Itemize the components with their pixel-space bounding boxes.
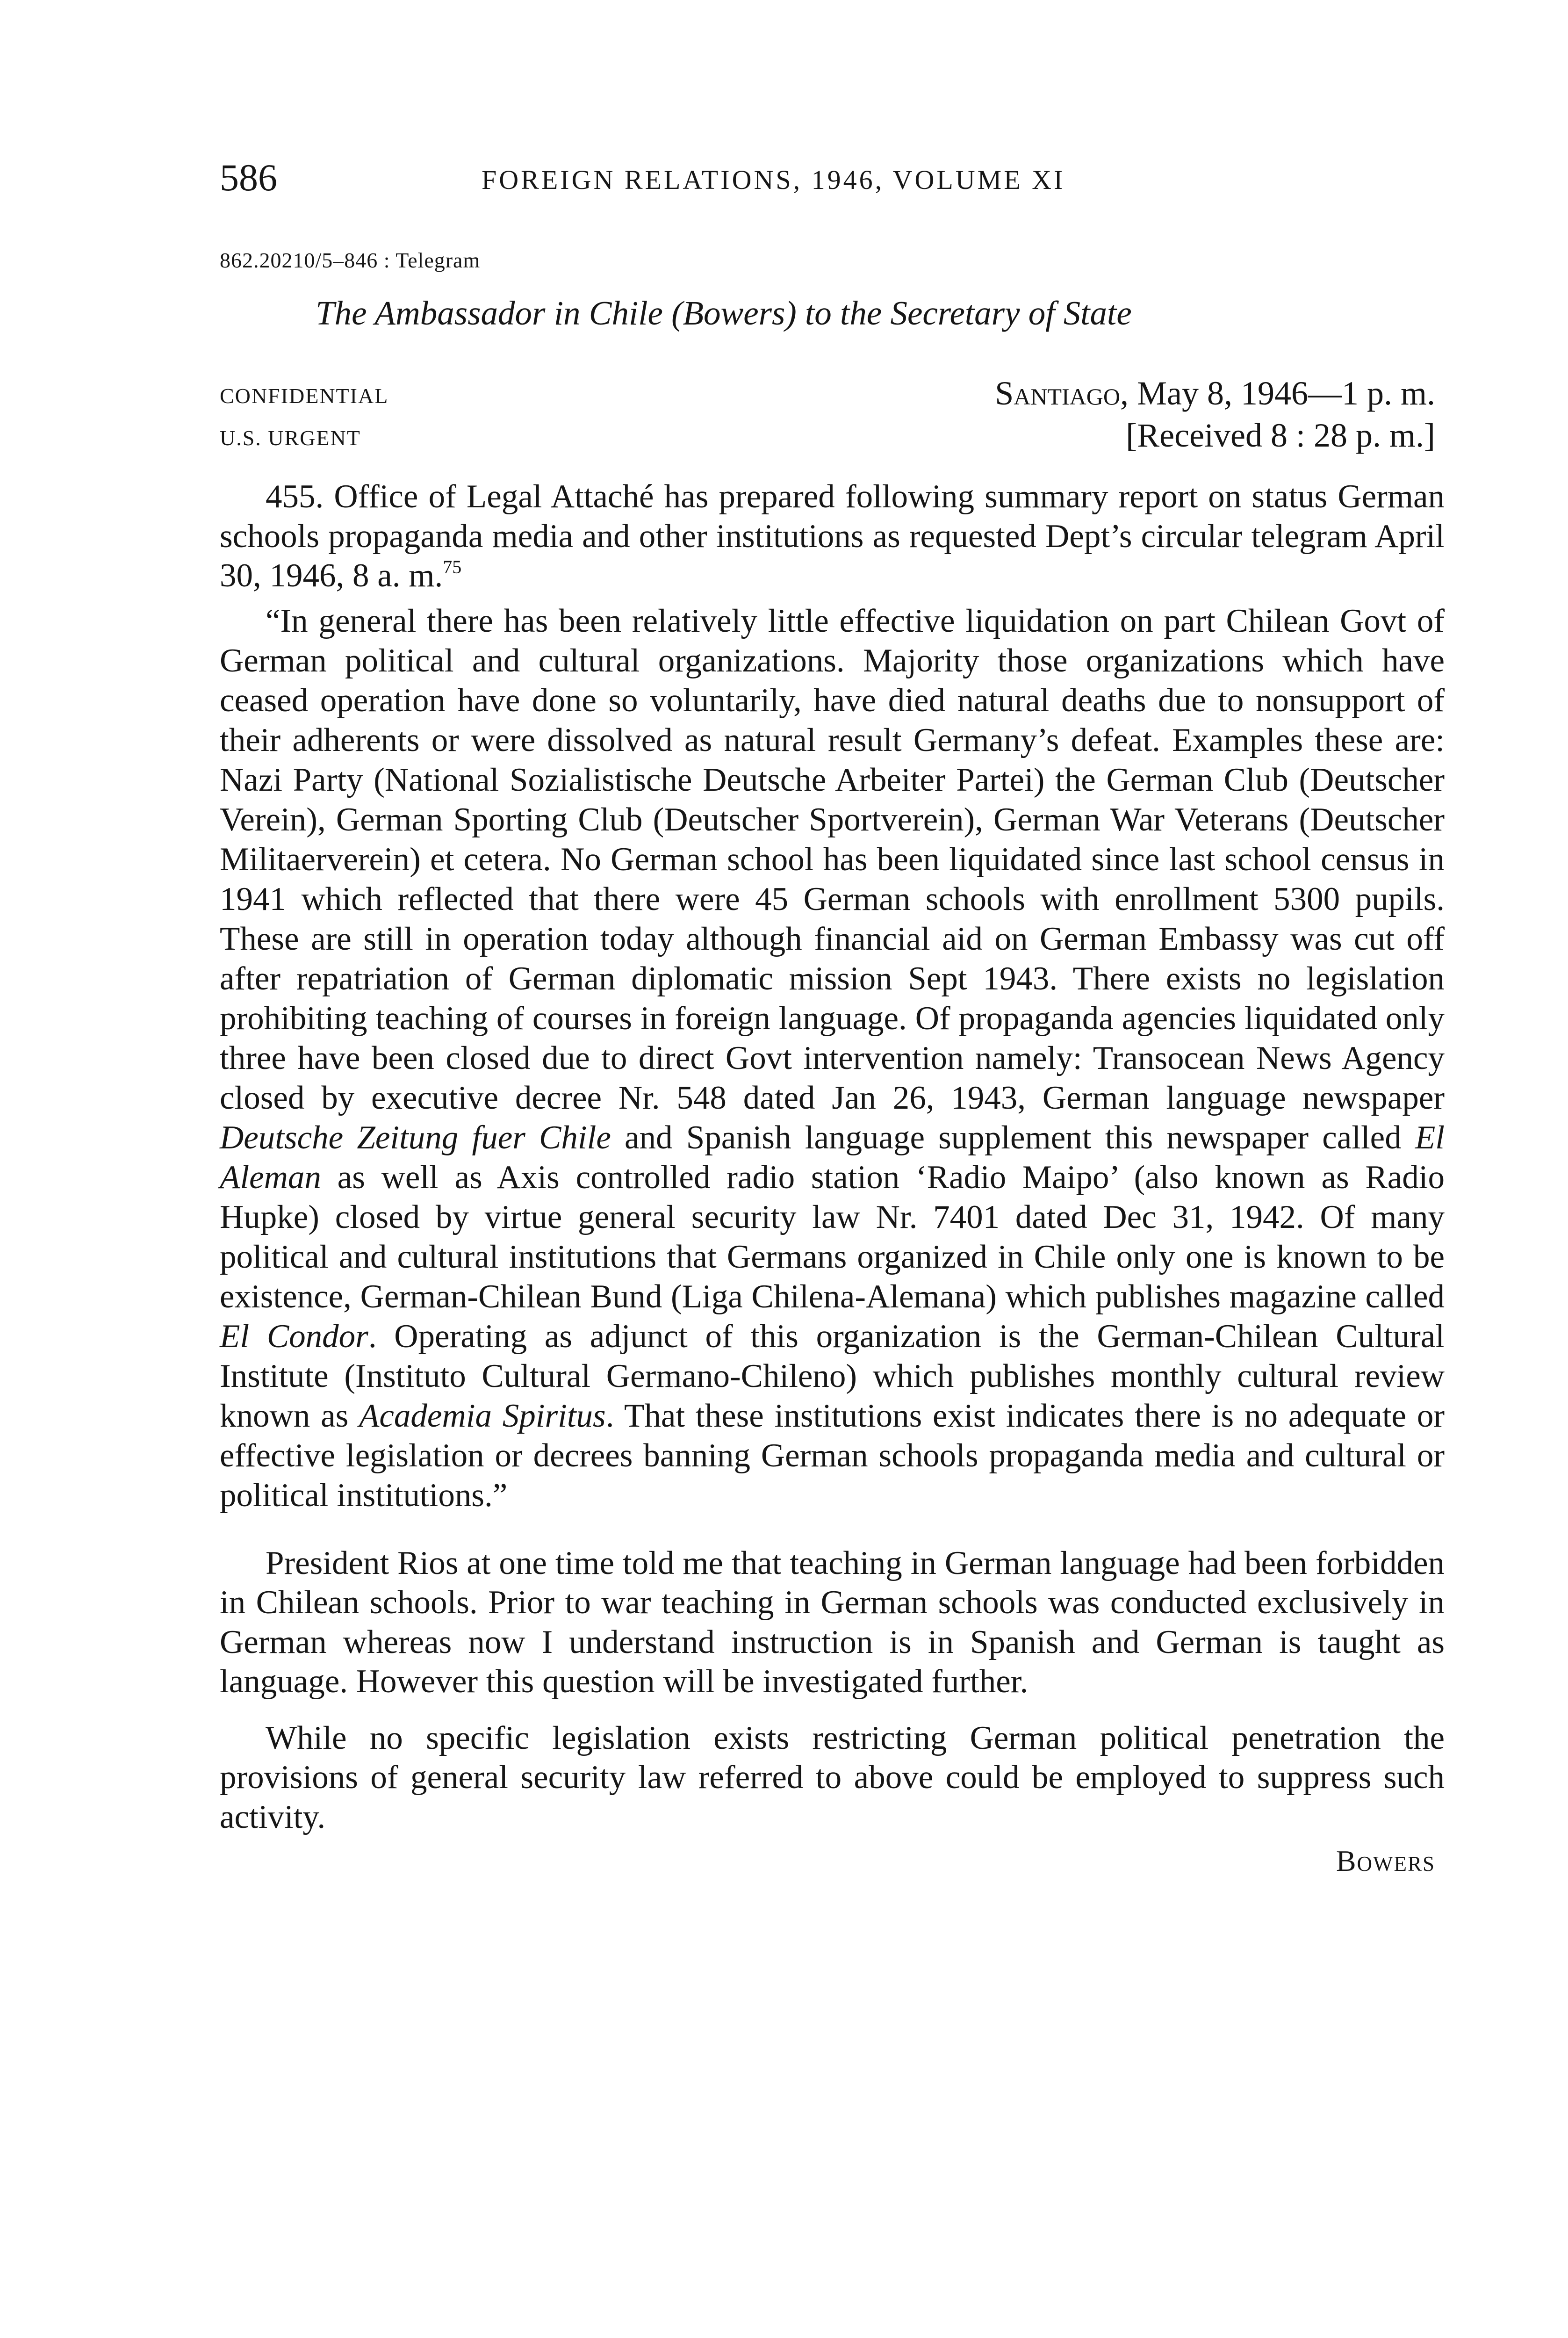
page-number: 586 (220, 156, 277, 199)
place: Santiago (995, 375, 1121, 412)
quote-text-2: and Spanish language supplement this newspaper called (611, 1119, 1415, 1156)
footnote-reference: 75 (443, 556, 462, 577)
document-title: The Ambassador in Chile (Bowers) to the Secretary of State (316, 294, 1132, 332)
priority: U.S. URGENT (220, 426, 361, 450)
signature: Bowers (1336, 1844, 1435, 1877)
classification: CONFIDENTIAL (220, 384, 389, 408)
magazine-title: El Condor (220, 1318, 368, 1355)
date-time: , May 8, 1946—1 p. m. (1120, 375, 1435, 412)
newspaper-title: Deutsche Zeitung fuer Chile (220, 1119, 611, 1156)
intro-paragraph (220, 477, 1445, 596)
quoted-report (220, 601, 1445, 1515)
dateline (995, 374, 1435, 413)
quote-text-1: “In general there has been relatively little effective liquidation on part Chilean Govt of German political and cultural organizations. Majority those organizations which have ceased operation have done so voluntarily, have died natural deaths due to nonsupport of their adherents or were dissolved as natural result Germany’s defeat. Examples these are: Nazi Party (National Sozialistische Deutsche Arbeiter Partei) the German Club (Deutscher Verein), German Sporting Club (Deutscher Sportverein), German War Veterans (Deutscher Militaerverein) et cetera. No German school has been liquidated since last school census in 1941 which reflected that there were 45 German schools with enrollment 5300 pupils. These are still in operation today although financial aid on German Embassy was cut off after repatriation of German diplomatic mission Sept 1943. There exists no legislation prohibiting teaching of courses in foreign language. Of propaganda agencies liquidated only three have been closed due to direct Govt intervention namely: Transocean News Agency closed by executive decree Nr. 548 dated Jan 26, 1943, German language newspaper (220, 602, 1445, 1116)
quote-text-4: . Operating as adjunct of this organization is the German-Chilean Cultural Institute (Instituto Cultural Germano-Chileno) which publishes monthly cultural review known as (220, 1318, 1445, 1434)
document-file-number: 862.20210/5–846 : Telegram (220, 248, 481, 272)
paragraph-president-rios: President Rios at one time told me that teaching in German language had been forbidden in Chilean schools. Prior to war teaching in German schools was conducted exclusively in German whereas now I understand instruction is in Spanish and German is taught as language. However this question will be investigated further. (220, 1544, 1445, 1700)
paragraph-legislation: While no specific legislation exists restricting German political penetration the provisions of general security law referred to above could be employed to suppress such activity. (220, 1719, 1445, 1835)
received-time: [Received 8 : 28 p. m.] (1126, 417, 1435, 454)
intro-text: 455. Office of Legal Attaché has prepared following summary report on status German schools propaganda media and other institutions as requested Dept’s circular telegram April 30, 1946, 8 a. m. (220, 478, 1445, 594)
meta-row-priority (220, 416, 1445, 458)
running-title: FOREIGN RELATIONS, 1946, VOLUME XI (482, 165, 1065, 195)
review-title: Academia Spiritus (359, 1397, 606, 1434)
quote-text-3: as well as Axis controlled radio station ‘Radio Maipo’ (also known as Radio Hupke) closed by virtue general security law Nr. 7401 dated Dec 31, 1942. Of many political and cultural institutions that Germans organized in Chile only one is known to be existence, German-Chilean Bund (Liga Chilena-Alemana) which publishes magazine called (220, 1159, 1445, 1315)
running-head (220, 154, 1445, 210)
meta-row-classification (220, 374, 1445, 416)
supplement-title: El Aleman (220, 1119, 1445, 1196)
quote-text-5: . That these institutions exist indicates there is no adequate or effective legislation or decrees banning German schools propaganda media and cultural or political institutions.” (220, 1397, 1445, 1514)
telegram-body (220, 477, 1445, 1881)
